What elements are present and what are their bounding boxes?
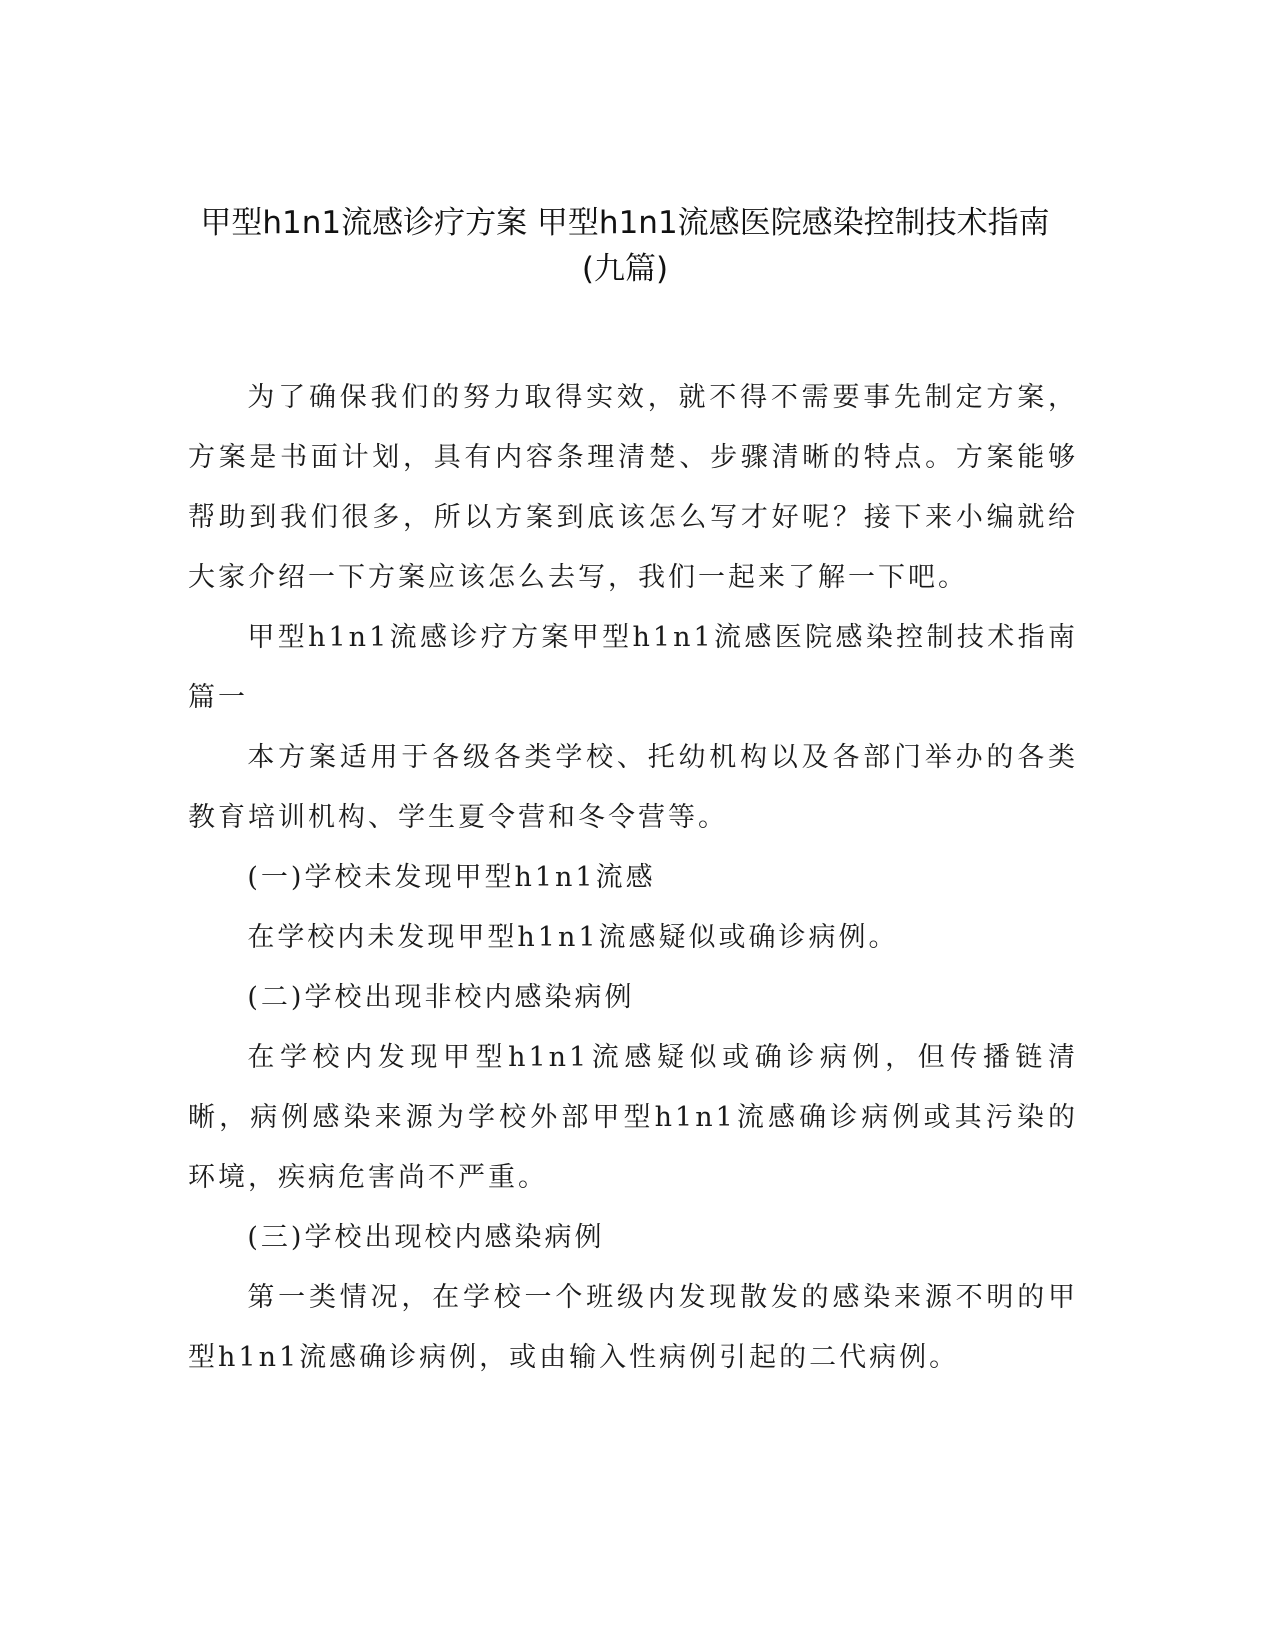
intro-paragraph: 为了确保我们的努力取得实效，就不得不需要事先制定方案，方案是书面计划，具有内容条理清楚、步骤清晰的特点。方案能够帮助到我们很多，所以方案到底该怎么写才好呢？接下来小编就给大家介绍一下方案应该怎么去写，我们一起来了解一下吧。 [188, 382, 1078, 593]
document-title: 甲型h1n1流感诊疗方案 甲型h1n1流感医院感染控制技术指南(九篇) [200, 205, 1050, 287]
case-paragraph-1: 在学校内未发现甲型h1n1流感疑似或确诊病例。 [247, 922, 899, 953]
scope-paragraph: 本方案适用于各级各类学校、托幼机构以及各部门举办的各类教育培训机构、学生夏令营和冬令营等。 [188, 742, 1078, 833]
case-heading-3: (三)学校出现校内感染病例 [247, 1222, 605, 1253]
section-heading: 甲型h1n1流感诊疗方案甲型h1n1流感医院感染控制技术指南篇一 [188, 622, 1078, 713]
case-heading-2: (二)学校出现非校内感染病例 [247, 982, 635, 1013]
document-body [188, 368, 1078, 1388]
case-paragraph-2: 在学校内发现甲型h1n1流感疑似或确诊病例，但传播链清晰，病例感染来源为学校外部甲型h1n1流感确诊病例或其污染的环境，疾病危害尚不严重。 [188, 1042, 1078, 1193]
case-heading-1: (一)学校未发现甲型h1n1流感 [247, 862, 656, 893]
case-paragraph-3: 第一类情况，在学校一个班级内发现散发的感染来源不明的甲型h1n1流感确诊病例，或由输入性病例引起的二代病例。 [188, 1282, 1078, 1373]
